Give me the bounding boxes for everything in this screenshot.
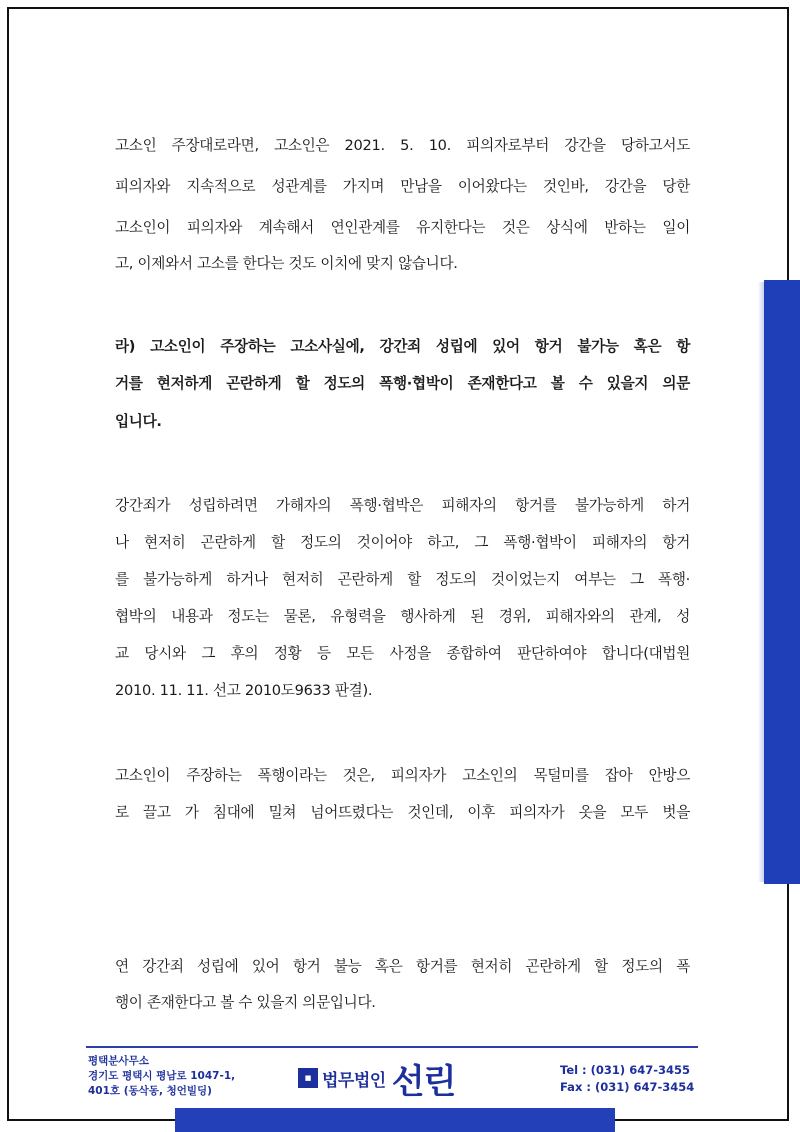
section-heading-line: 라) 고소인이 주장하는 고소사실에, 강간죄 성립에 있어 항거 불가능 혹은 항 bbox=[115, 338, 690, 355]
body-line: 를 불가능하게 하거나 현저히 곤란하게 할 정도의 것이었는지 여부는 그 폭행· bbox=[115, 571, 690, 588]
body-line: 고소인이 피의자와 계속해서 연인관계를 유지한다는 것은 상식에 반하는 일이 bbox=[115, 219, 690, 236]
footer-address bbox=[88, 1054, 235, 1099]
footer-contact bbox=[560, 1062, 694, 1096]
body-line: 고소인이 주장하는 폭행이라는 것은, 피의자가 고소인의 목덜미를 잡아 안방으 bbox=[115, 767, 690, 784]
body-line: 피의자와 지속적으로 성관계를 가지며 만남을 이어왔다는 것인바, 강간을 당한 bbox=[115, 178, 690, 195]
section-heading-line: 거를 현저하게 곤란하게 할 정도의 폭행·협박이 존재한다고 볼 수 있을지 의문 bbox=[115, 375, 690, 392]
body-line: 강간죄가 성립하려면 가해자의 폭행·협박은 피해자의 항거를 불가능하게 하거 bbox=[115, 497, 690, 514]
page-border bbox=[7, 7, 789, 1121]
body-line: 나 현저히 곤란하게 할 정도의 것이어야 하고, 그 폭행·협박이 피해자의 항거 bbox=[115, 534, 690, 551]
firm-name: 선린 bbox=[391, 1061, 456, 1102]
side-accent-bar bbox=[764, 280, 800, 884]
body-line: 교 당시와 그 후의 정황 등 모든 사정을 종합하여 판단하여야 합니다(대법원 bbox=[115, 645, 690, 662]
address-line: 401호 (동삭동, 청언빌딩) bbox=[88, 1085, 212, 1097]
body-line: 로 끌고 가 침대에 밀쳐 넘어뜨렸다는 것인데, 이후 피의자가 옷을 모두 벗을 bbox=[115, 804, 690, 821]
body-line: 고, 이제와서 고소를 한다는 것도 이치에 맞지 않습니다. bbox=[115, 255, 458, 272]
body-line: 2010. 11. 11. 선고 2010도9633 판결). bbox=[115, 682, 373, 699]
tel-number: (031) 647-3455 bbox=[590, 1063, 690, 1077]
tel-label: Tel : bbox=[560, 1063, 587, 1077]
bottom-accent-bar bbox=[175, 1108, 615, 1132]
body-line: 협박의 내용과 정도는 물론, 유형력을 행사하게 된 경위, 피해자와의 관계, 성 bbox=[115, 608, 690, 625]
firm-emblem-icon: ■ bbox=[298, 1068, 318, 1088]
address-line: 경기도 평택시 평남로 1047-1, bbox=[88, 1070, 236, 1082]
body-line: 행이 존재한다고 볼 수 있을지 의문입니다. bbox=[115, 994, 376, 1011]
body-line: 고소인 주장대로라면, 고소인은 2021. 5. 10. 피의자로부터 강간을 당하고서도 bbox=[115, 137, 690, 154]
fax-number: (031) 647-3454 bbox=[594, 1080, 695, 1094]
fax-label: Fax : bbox=[560, 1080, 591, 1094]
firm-label: 법무법인 bbox=[322, 1070, 386, 1091]
footer-rule bbox=[86, 1046, 698, 1048]
section-heading-line: 입니다. bbox=[115, 413, 162, 430]
body-line: 연 강간죄 성립에 있어 항거 불능 혹은 항거를 현저히 곤란하게 할 정도의 폭 bbox=[115, 958, 690, 975]
firm-logo bbox=[298, 1056, 455, 1100]
office-name: 평택분사무소 bbox=[88, 1055, 149, 1067]
